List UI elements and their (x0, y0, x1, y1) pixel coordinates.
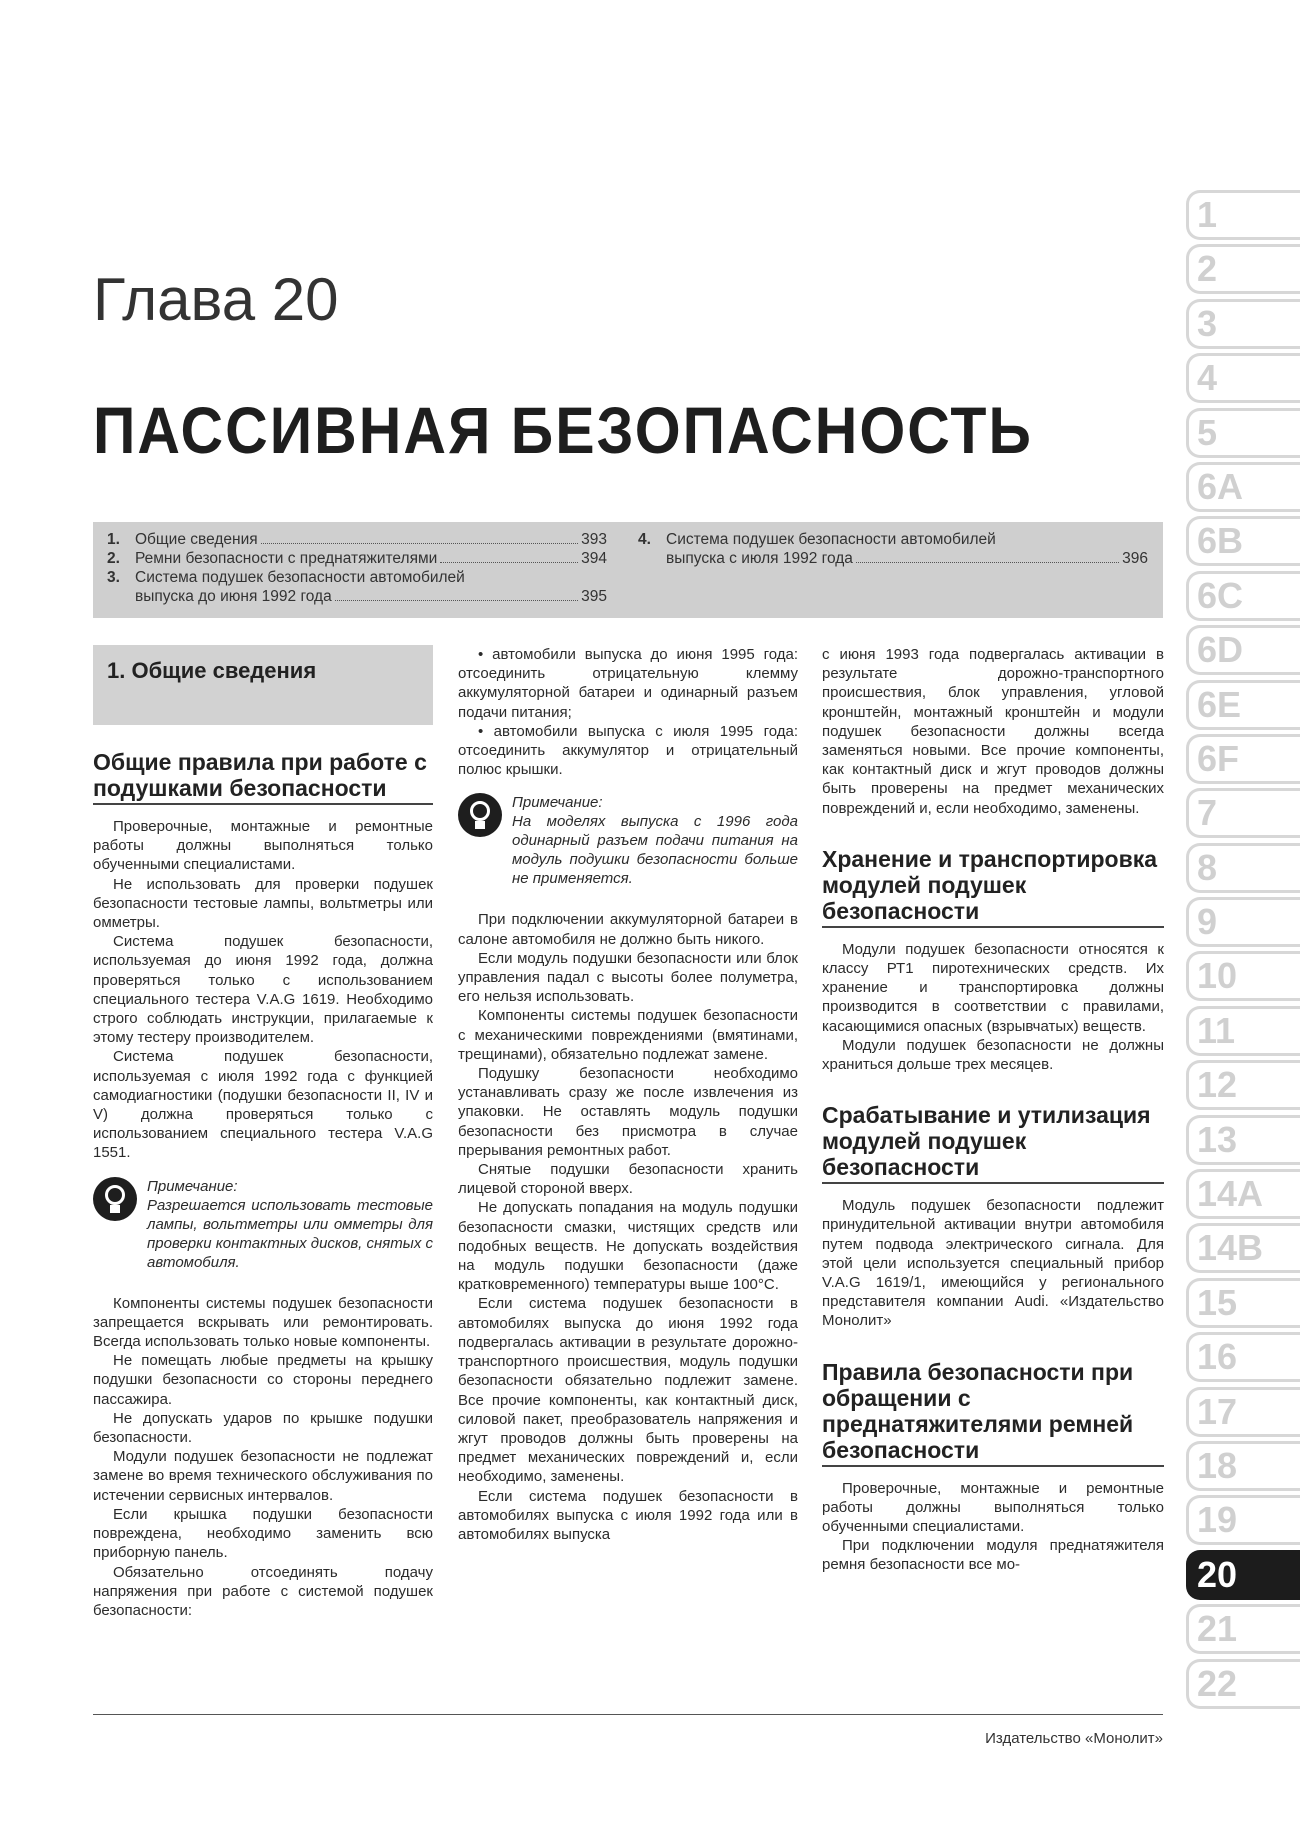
footer-divider (93, 1714, 1163, 1715)
paragraph: Не использовать для проверки подушек безопасности тестовые лампы, вольтметры или омметры. (93, 875, 433, 932)
paragraph: Компоненты системы подушек безопасности с механическими повреждениями (вмятинами, трещинами), обязательно подлежат замене. (458, 1007, 798, 1063)
lightbulb-icon (93, 1177, 137, 1221)
toc-item-title: выпуска с июля 1992 года (666, 550, 853, 567)
chapter-tab-15[interactable]: 15 (1186, 1278, 1300, 1328)
toc-item-page: 396 (1122, 550, 1148, 567)
chapter-tabs (1186, 190, 1300, 1713)
chapter-tab-3[interactable]: 3 (1186, 299, 1300, 349)
paragraph: Модули подушек безопасности не должны храниться дольше трех месяцев. (822, 1036, 1164, 1074)
paragraph: Модули подушек безопасности относятся к классу РТ1 пиротехнических средств. Их хранение и транспортировка должны производится в соответствии с правилами, касающимися опасных (взрывчатых) веществ. (822, 940, 1164, 1035)
lightbulb-icon (458, 793, 502, 837)
paragraph: Если система подушек безопасности в автомобилях выпуска до июня 1992 года подвергалась активации в результате дорожно-транспортного происшествия, модуль подушки безопасности обязательно подлежит замене. Все прочие компоненты, как контактный диск, силовой пакет, преобразователь напряжения и жгут проводов должны быть проверены на предмет механических повреждений и, если необходимо, заменены. (458, 1295, 798, 1486)
chapter-tab-11[interactable]: 11 (1186, 1006, 1300, 1056)
paragraph: Снятые подушки безопасности хранить лицевой стороной вверх. (458, 1161, 798, 1198)
chapter-label: Глава 20 (93, 266, 339, 333)
toc-item-number: 2. (107, 550, 120, 567)
note-title: Примечание: (147, 1177, 238, 1195)
footer-publisher: Издательство «Монолит» (985, 1730, 1163, 1747)
chapter-tab-6c[interactable]: 6C (1186, 571, 1300, 621)
toc-leader-dots (261, 543, 578, 544)
paragraph: Если система подушек безопасности в автомобилях выпуска с июля 1992 года или в автомобилях выпуска (458, 1487, 798, 1543)
column-1 (93, 645, 433, 1620)
toc-leader-dots (440, 562, 578, 563)
toc-item-title: Общие сведения (135, 531, 258, 548)
chapter-tab-6d[interactable]: 6D (1186, 625, 1300, 675)
chapter-tab-1[interactable]: 1 (1186, 190, 1300, 240)
toc-item-number: 4. (638, 531, 651, 548)
toc-item-page: 394 (581, 550, 607, 567)
paragraph: Система подушек безопасности, используемая до июня 1992 года, должна проверяться только с использованием специального тестера V.A.G 1619. Необходимо строго соблюдать инструкции, прилагаемые к этому тестеру производителем. (93, 933, 433, 1047)
column-3 (822, 645, 1164, 1575)
toc-leader-dots (856, 562, 1119, 563)
toc-item-title: Система подушек безопасности автомобилей (135, 569, 465, 586)
chapter-tab-20[interactable]: 20 (1186, 1550, 1300, 1600)
chapter-tab-12[interactable]: 12 (1186, 1060, 1300, 1110)
chapter-tab-5[interactable]: 5 (1186, 408, 1300, 458)
chapter-tab-18[interactable]: 18 (1186, 1441, 1300, 1491)
subheading-storage: Хранение и транспортировка модулей подушек безопасности (822, 846, 1164, 928)
chapter-tab-7[interactable]: 7 (1186, 788, 1300, 838)
paragraph: Не допускать ударов по крышке подушки безопасности. (93, 1409, 433, 1447)
paragraph: с июня 1993 года подвергалась активации в результате дорожно-транспортного происшествия, блок управления, угловой кронштейн, монтажный кронштейн и модули подушек безопасности должны всегда заменяться новыми. Все прочие компоненты, как контактный диск и жгут проводов должны быть проверены на предмет механических повреждений и, если необходимо, заменены. (822, 646, 1164, 817)
toc-item (107, 530, 607, 549)
toc-item (107, 568, 607, 606)
chapter-tab-21[interactable]: 21 (1186, 1604, 1300, 1654)
subheading-disposal: Срабатывание и утилизация модулей подушек безопасности (822, 1102, 1164, 1184)
chapter-tab-10[interactable]: 10 (1186, 951, 1300, 1001)
toc-item-title: Ремни безопасности с преднатяжителями (135, 550, 438, 567)
chapter-tab-14a[interactable]: 14A (1186, 1169, 1300, 1219)
chapter-tab-14b[interactable]: 14B (1186, 1223, 1300, 1273)
chapter-tab-9[interactable]: 9 (1186, 897, 1300, 947)
chapter-tab-6a[interactable]: 6A (1186, 462, 1300, 512)
paragraph: • автомобили выпуска с июля 1995 года: отсоединить аккумулятор и отрицательный полюс крышки. (458, 722, 798, 779)
chapter-tab-4[interactable]: 4 (1186, 353, 1300, 403)
paragraph: При подключении аккумуляторной батареи в салоне автомобиля не должно быть никого. (458, 911, 798, 948)
paragraph: Не помещать любые предметы на крышку подушки безопасности со стороны переднего пассажира. (93, 1352, 433, 1408)
paragraph: Проверочные, монтажные и ремонтные работы должны выполняться только обученными специалистами. (93, 818, 433, 874)
paragraph: Система подушек безопасности, используемая с июля 1992 года с функцией самодиагностики (подушки безопасности II, IV и V) должна проверяться только с использованием специального тестера V.A.G 1551. (93, 1048, 433, 1162)
paragraph: • автомобили выпуска до июня 1995 года: отсоединить отрицательную клемму аккумуляторной батареи и одинарный разъем подачи питания; (458, 646, 798, 721)
chapter-tab-19[interactable]: 19 (1186, 1495, 1300, 1545)
table-of-contents (93, 522, 1163, 618)
paragraph: Если модуль подушки безопасности или блок управления падал с высоты более полуметра, его нельзя использовать. (458, 949, 798, 1006)
chapter-tab-17[interactable]: 17 (1186, 1387, 1300, 1437)
chapter-tab-13[interactable]: 13 (1186, 1115, 1300, 1165)
toc-item-page: 393 (581, 531, 607, 548)
toc-item-page: 395 (581, 588, 607, 605)
paragraph: Если крышка подушки безопасности повреждена, необходимо заменить всю приборную панель. (93, 1505, 433, 1562)
chapter-tab-6f[interactable]: 6F (1186, 734, 1300, 784)
paragraph: Модуль подушек безопасности подлежит принудительной активации внутри автомобиля путем подвода электрического сигнала. Для этой цели используется специальный прибор V.A.G 1619/1, имеющийся у регионального представителя компании Audi. «Издательство Монолит» (822, 1197, 1164, 1330)
chapter-tab-6b[interactable]: 6B (1186, 516, 1300, 566)
toc-item-number: 3. (107, 569, 120, 586)
note-text: На моделях выпуска с 1996 года одинарный разъем подачи питания на модуль подушки безопасности больше не применяется. (512, 813, 798, 888)
chapter-tab-2[interactable]: 2 (1186, 244, 1300, 294)
chapter-tab-6e[interactable]: 6E (1186, 680, 1300, 730)
paragraph: При подключении модуля преднатяжителя ремня безопасности все мо- (822, 1537, 1164, 1574)
paragraph: Проверочные, монтажные и ремонтные работы должны выполняться только обученными специалистами. (822, 1479, 1164, 1536)
toc-right-column (638, 530, 1148, 568)
paragraph: Компоненты системы подушек безопасности запрещается вскрывать или ремонтировать. Всегда использовать только новые компоненты. (93, 1294, 433, 1351)
paragraph: Обязательно отсоединять подачу напряжения при работе с системой подушек безопасности: (93, 1563, 433, 1619)
toc-item-title: Система подушек безопасности автомобилей (666, 531, 996, 548)
toc-item (638, 530, 1148, 568)
subheading-general-rules: Общие правила при работе с подушками безопасности (93, 749, 433, 805)
chapter-tab-16[interactable]: 16 (1186, 1332, 1300, 1382)
toc-item (107, 549, 607, 568)
column-2 (458, 645, 798, 1544)
subheading-pretensioners: Правила безопасности при обращении с преднатяжителями ремней безопасности (822, 1359, 1164, 1467)
toc-item-title: выпуска до июня 1992 года (135, 588, 332, 605)
note-text: Разрешается использовать тестовые лампы, вольтметры или омметры для проверки контактных дисков, снятых с автомобиля. (147, 1196, 433, 1271)
toc-item-number: 1. (107, 531, 120, 548)
paragraph: Модули подушек безопасности не подлежат замене во время технического обслуживания по истечении сервисных интервалов. (93, 1448, 433, 1504)
chapter-title: ПАССИВНАЯ БЕЗОПАСНОСТЬ (93, 393, 1033, 468)
toc-leader-dots (335, 600, 578, 601)
section-title: 1. Общие сведения (93, 645, 433, 725)
toc-left-column (107, 530, 607, 606)
paragraph: Подушку безопасности необходимо устанавливать сразу же после извлечения из упаковки. Не оставлять модуль подушки безопасности без присмотра в случае прерывания ремонтных работ. (458, 1065, 798, 1159)
note-block (93, 1177, 433, 1272)
chapter-tab-22[interactable]: 22 (1186, 1659, 1300, 1709)
note-block (458, 793, 798, 888)
paragraph: Не допускать попадания на модуль подушки безопасности смазки, чистящих средств или подобных веществ. Не допускать воздействия на модуль подушки безопасности (даже кратковременного) температуры выше 100°С. (458, 1199, 798, 1294)
note-title: Примечание: (512, 794, 603, 812)
chapter-tab-8[interactable]: 8 (1186, 843, 1300, 893)
